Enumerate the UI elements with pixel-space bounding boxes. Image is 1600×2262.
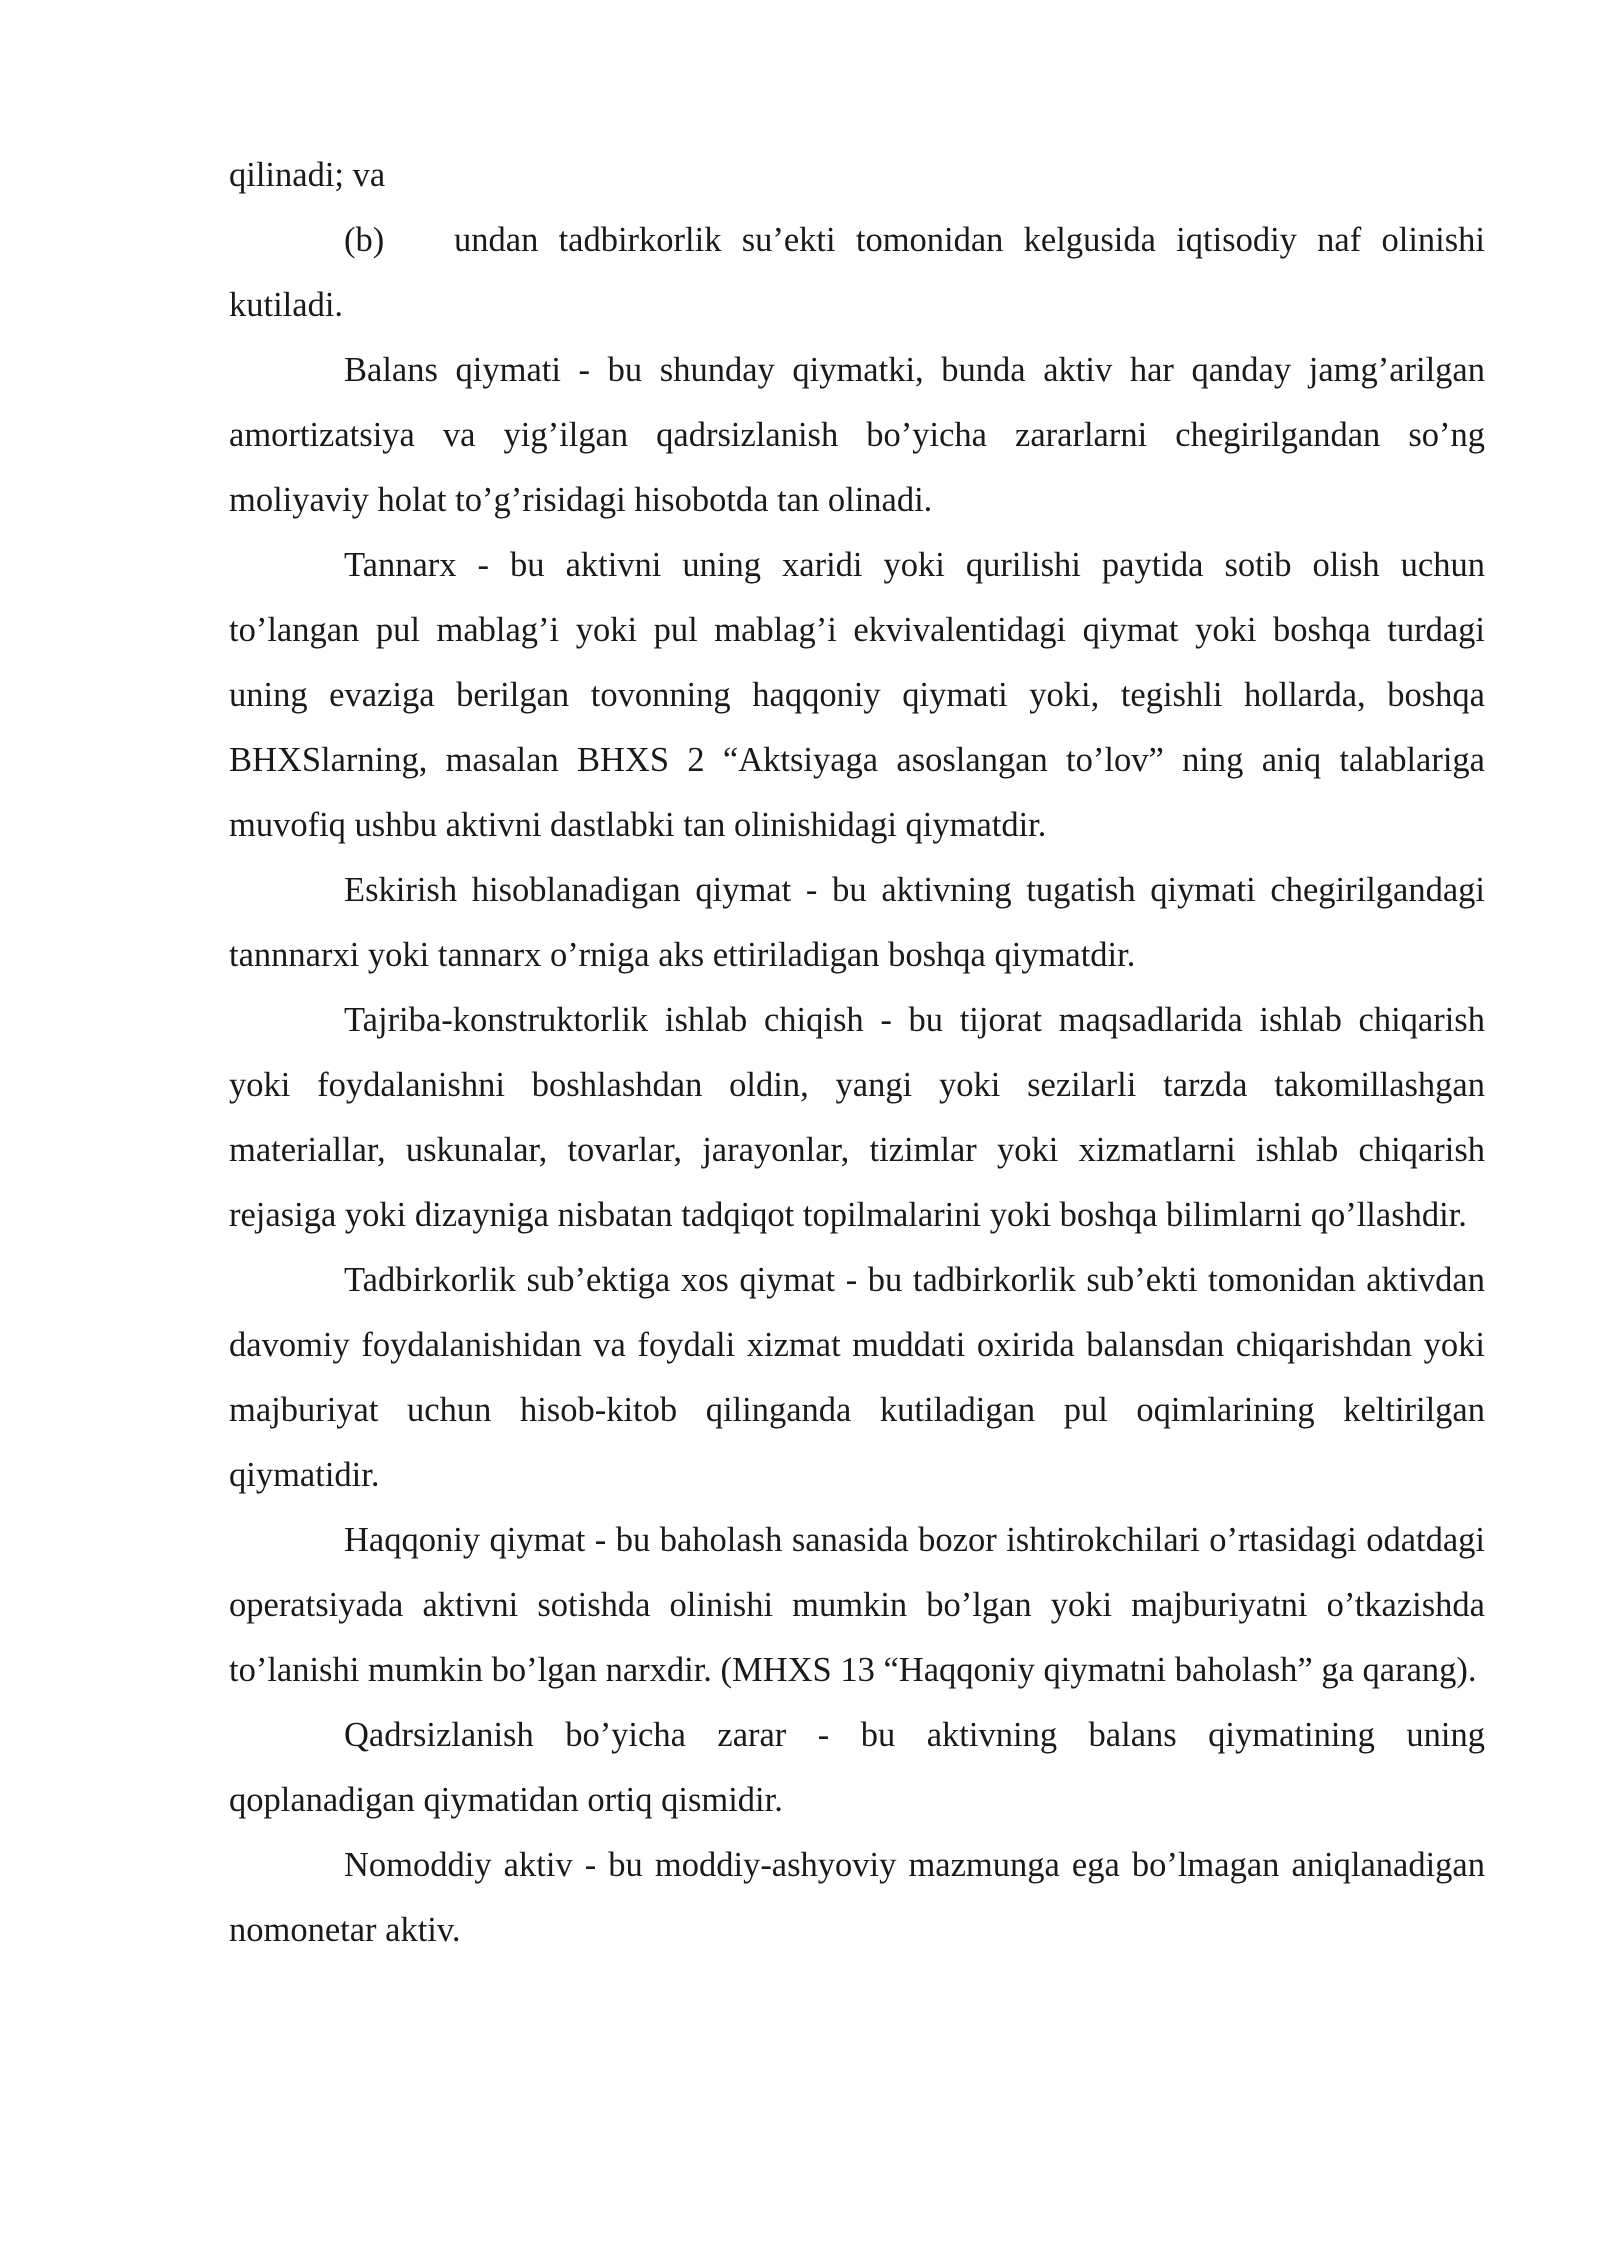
list-item-b (229, 208, 1485, 338)
document-body (229, 143, 1485, 1963)
paragraph-tannarx: Tannarx - bu aktivni uning xaridi yoki qurilishi paytida sotib olish uchun to’langan pul mablag’i yoki pul mablag’i ekvivalentidagi qiymat yoki boshqa turdagi uning evaziga berilgan tovonning haqqoniy qiymati yoki, tegishli hollarda, boshqa BHXSlarning, masalan BHXS 2 “Aktsiyaga asoslangan to’lov” ning aniq talablariga muvofiq ushbu aktivni dastlabki tan olinishidagi qiymatdir. (229, 546, 1485, 844)
list-item-text: undan tadbirkorlik su’ekti tomonidan kelgusida iqtisodiy naf olinishi kutiladi. (229, 221, 1485, 324)
paragraph-haqqoniy-qiymat: Haqqoniy qiymat - bu baholash sanasida bozor ishtirokchilari o’rtasidagi odatdagi operatsiyada aktivni sotishda olinishi mumkin bo’lgan yoki majburiyatni o’tkazishda to’lanishi mumkin bo’lgan narxdir. (MHXS 13 “Haqqoniy qiymatni baholash” ga qarang). (229, 1521, 1485, 1689)
list-item-label: (b) (344, 221, 385, 259)
paragraph-qadrsizlanish: Qadrsizlanish bo’yicha zarar - bu aktivning balans qiymatining uning qoplanadigan qiymatidan ortiq qismidir. (229, 1716, 1485, 1819)
paragraph-eskirish: Eskirish hisoblanadigan qiymat - bu aktivning tugatish qiymati chegirilgandagi tannnarxi yoki tannarx o’rniga aks ettiriladigan boshqa qiymatdir. (229, 871, 1485, 974)
paragraph-tadbirkorlik-subekti: Tadbirkorlik sub’ektiga xos qiymat - bu tadbirkorlik sub’ekti tomonidan aktivdan davomiy foydalanishidan va foydali xizmat muddati oxirida balansdan chiqarishdan yoki majburiyat uchun hisob-kitob qilinganda kutiladigan pul oqimlarining keltirilgan qiymatidir. (229, 1261, 1485, 1494)
paragraph-continuation: qilinadi; va (229, 156, 386, 194)
paragraph-tajriba-konstruktorlik: Tajriba-konstruktorlik ishlab chiqish - bu tijorat maqsadlarida ishlab chiqarish yoki foydalanishni boshlashdan oldin, yangi yoki sezilarli tarzda takomillashgan materiallar, uskunalar, tovarlar, jarayonlar, tizimlar yoki xizmatlarni ishlab chiqarish rejasiga yoki dizayniga nisbatan tadqiqot topilmalarini yoki boshqa bilimlarni qo’llashdir. (229, 1001, 1485, 1234)
paragraph-balans-qiymati: Balans qiymati - bu shunday qiymatki, bunda aktiv har qanday jamg’arilgan amortizatsiya va yig’ilgan qadrsizlanish bo’yicha zararlarni chegirilgandan so’ng moliyaviy holat to’g’risidagi hisobotda tan olinadi. (229, 351, 1485, 519)
paragraph-nomoddiy-aktiv: Nomoddiy aktiv - bu moddiy-ashyoviy mazmunga ega bo’lmagan aniqlanadigan nomonetar aktiv. (229, 1846, 1485, 1949)
